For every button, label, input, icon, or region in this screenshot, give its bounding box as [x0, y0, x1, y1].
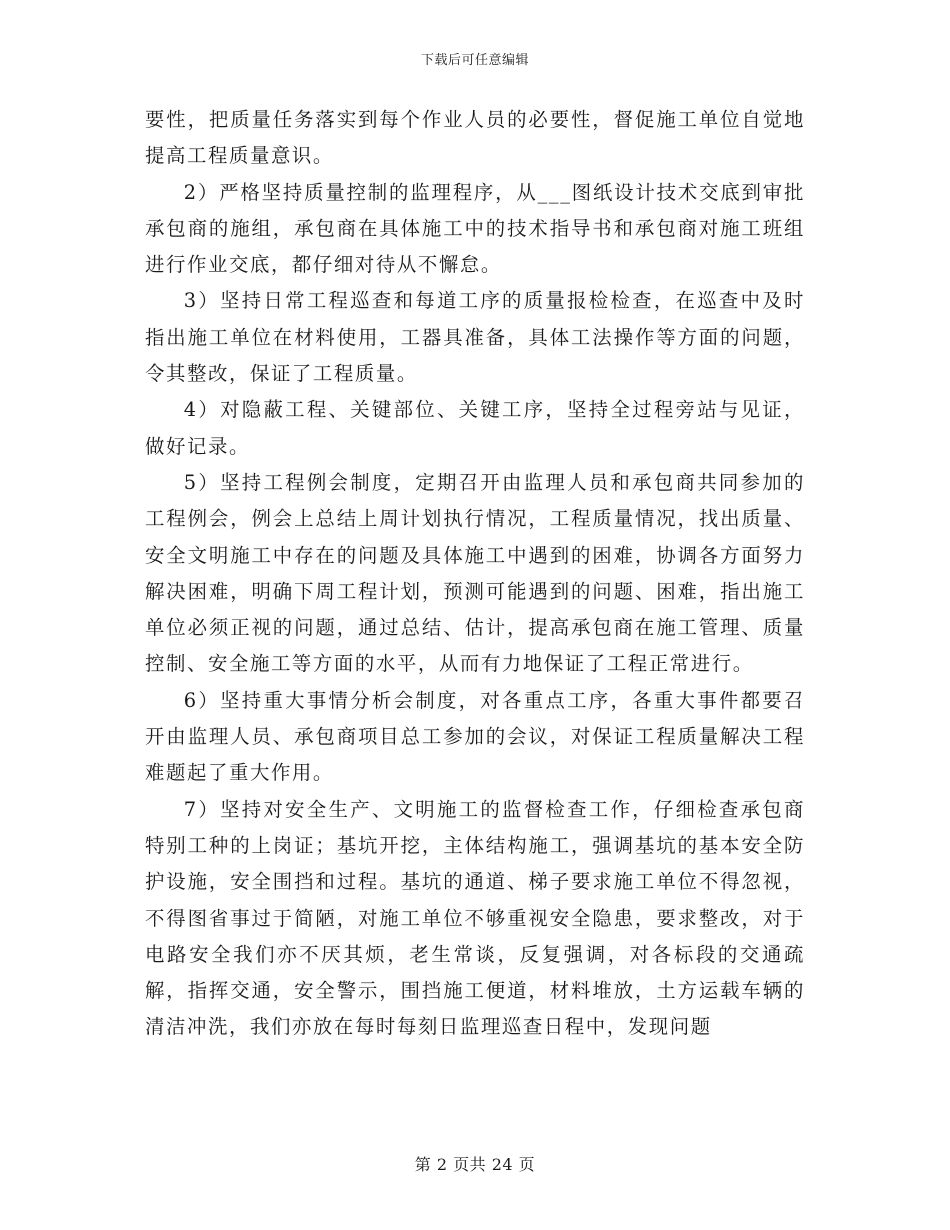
paragraph-item-4: 4）对隐蔽工程、关键部位、关键工序，坚持全过程旁站与见证，做好记录。	[145, 398, 805, 458]
paragraph-item-5: 5）坚持工程例会制度，定期召开由监理人员和承包商共同参加的工程例会，例会上总结上周计划执行情况，工程质量情况，找出质量、安全文明施工中存在的问题及具体施工中遇到的困难，协调各方面努力解决困难，明确下周工程计划，预测可能遇到的问题、困难，指出施工单位必须正视的问题，通过总结、估计，提高承包商在施工管理、质量控制、安全施工等方面的水平，从而有力地保证了工程正常进行。	[145, 470, 805, 676]
document-body	[145, 102, 805, 1046]
paragraph-continuation: 要性，把质量任务落实到每个作业人员的必要性，督促施工单位自觉地提高工程质量意识。	[145, 108, 805, 168]
page-header: 下载后可任意编辑	[420, 53, 529, 68]
paragraph-item-3: 3）坚持日常工程巡查和每道工序的质量报检检查，在巡查中及时指出施工单位在材料使用，工器具准备，具体工法操作等方面的问题，令其整改，保证了工程质量。	[145, 289, 805, 386]
paragraph-item-7: 7）坚持对安全生产、文明施工的监督检查工作，仔细检查承包商特别工种的上岗证；基坑开挖，主体结构施工，强调基坑的基本安全防护设施，安全围挡和过程。基坑的通道、梯子要求施工单位不得忽视，不得图省事过于简陋，对施工单位不够重视安全隐患，要求整改，对于电路安全我们亦不厌其烦，老生常谈，反复强调，对各标段的交通疏解，指挥交通，安全警示，围挡施工便道，材料堆放，土方运载车辆的清洁冲洗，我们亦放在每时每刻日监理巡查日程中，发现问题	[145, 797, 805, 1039]
paragraph-item-6: 6）坚持重大事情分析会制度，对各重点工序，各重大事件都要召开由监理人员、承包商项目总工参加的会议，对保证工程质量解决工程难题起了重大作用。	[145, 688, 805, 785]
page-number-footer: 第 2 页共 24 页	[414, 1155, 536, 1174]
paragraph-item-2: 2）严格坚持质量控制的监理程序，从___图纸设计技术交底到审批承包商的施组，承包商在具体施工中的技术指导书和承包商对施工班组进行作业交底，都仔细对待从不懈怠。	[145, 180, 805, 277]
